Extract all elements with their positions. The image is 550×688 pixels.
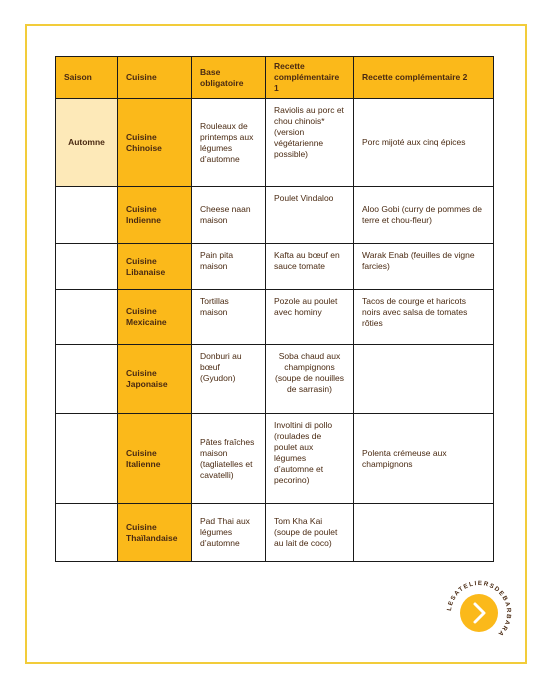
header-base: Base obligatoire <box>192 57 266 99</box>
base-cell: Pâtes fraîches maison (tagliatelles et cavatelli) <box>192 414 266 504</box>
header-recette-1: Recette complémentaire 1 <box>266 57 354 99</box>
recette-2-cell <box>354 504 494 562</box>
recette-2-cell: Porc mijoté aux cinq épices <box>354 99 494 187</box>
cuisine-cell: Cuisine Chinoise <box>118 99 192 187</box>
recette-2-cell: Tacos de courge et haricots noirs avec salsa de tomates rôties <box>354 290 494 345</box>
table-row <box>56 244 494 290</box>
cuisine-cell: Cuisine Libanaise <box>118 244 192 290</box>
table-row <box>56 345 494 414</box>
season-cell: Automne <box>56 99 118 187</box>
recette-1-cell: Involtini di pollo (roulades de poulet aux légumes d’automne et pecorino) <box>266 414 354 504</box>
base-cell: Rouleaux de printemps aux légumes d’automne <box>192 99 266 187</box>
table-row <box>56 290 494 345</box>
base-cell: Tortillas maison <box>192 290 266 345</box>
badge-text-path: LESATELIERSDEBARBARA <box>446 580 512 638</box>
season-cell <box>56 345 118 414</box>
base-cell: Cheese naan maison <box>192 187 266 244</box>
season-cell <box>56 504 118 562</box>
cuisine-cell: Cuisine Thaïlandaise <box>118 504 192 562</box>
recipe-table <box>55 56 494 562</box>
season-cell <box>56 290 118 345</box>
recette-1-cell: Raviolis au porc et chou chinois* (version végétarienne possible) <box>266 99 354 187</box>
recette-2-cell: Polenta crémeuse aux champignons <box>354 414 494 504</box>
recette-1-cell: Pozole au poulet avec hominy <box>266 290 354 345</box>
cuisine-cell: Cuisine Indienne <box>118 187 192 244</box>
season-cell <box>56 244 118 290</box>
recette-1-cell: Poulet Vindaloo <box>266 187 354 244</box>
table-row <box>56 414 494 504</box>
base-cell: Donburi au bœuf (Gyudon) <box>192 345 266 414</box>
base-cell: Pain pita maison <box>192 244 266 290</box>
badge-circle <box>460 594 498 632</box>
table-row <box>56 99 494 187</box>
recette-2-cell: Warak Enab (feuilles de vigne farcies) <box>354 244 494 290</box>
recette-2-cell <box>354 345 494 414</box>
recette-1-cell: Kafta au bœuf en sauce tomate <box>266 244 354 290</box>
header-saison: Saison <box>56 57 118 99</box>
recette-1-cell: Tom Kha Kai (soupe de poulet au lait de coco) <box>266 504 354 562</box>
header-row <box>56 57 494 99</box>
season-cell <box>56 414 118 504</box>
brand-badge[interactable] <box>446 580 512 646</box>
base-cell: Pad Thai aux légumes d’automne <box>192 504 266 562</box>
table-row <box>56 504 494 562</box>
header-recette-2: Recette complémentaire 2 <box>354 57 494 99</box>
cuisine-cell: Cuisine Italienne <box>118 414 192 504</box>
recette-2-cell: Aloo Gobi (curry de pommes de terre et chou-fleur) <box>354 187 494 244</box>
season-cell <box>56 187 118 244</box>
cuisine-cell: Cuisine Mexicaine <box>118 290 192 345</box>
header-cuisine: Cuisine <box>118 57 192 99</box>
table-row <box>56 187 494 244</box>
recette-1-cell: Soba chaud aux champignons (soupe de nouilles de sarrasin) <box>266 345 354 414</box>
cuisine-cell: Cuisine Japonaise <box>118 345 192 414</box>
